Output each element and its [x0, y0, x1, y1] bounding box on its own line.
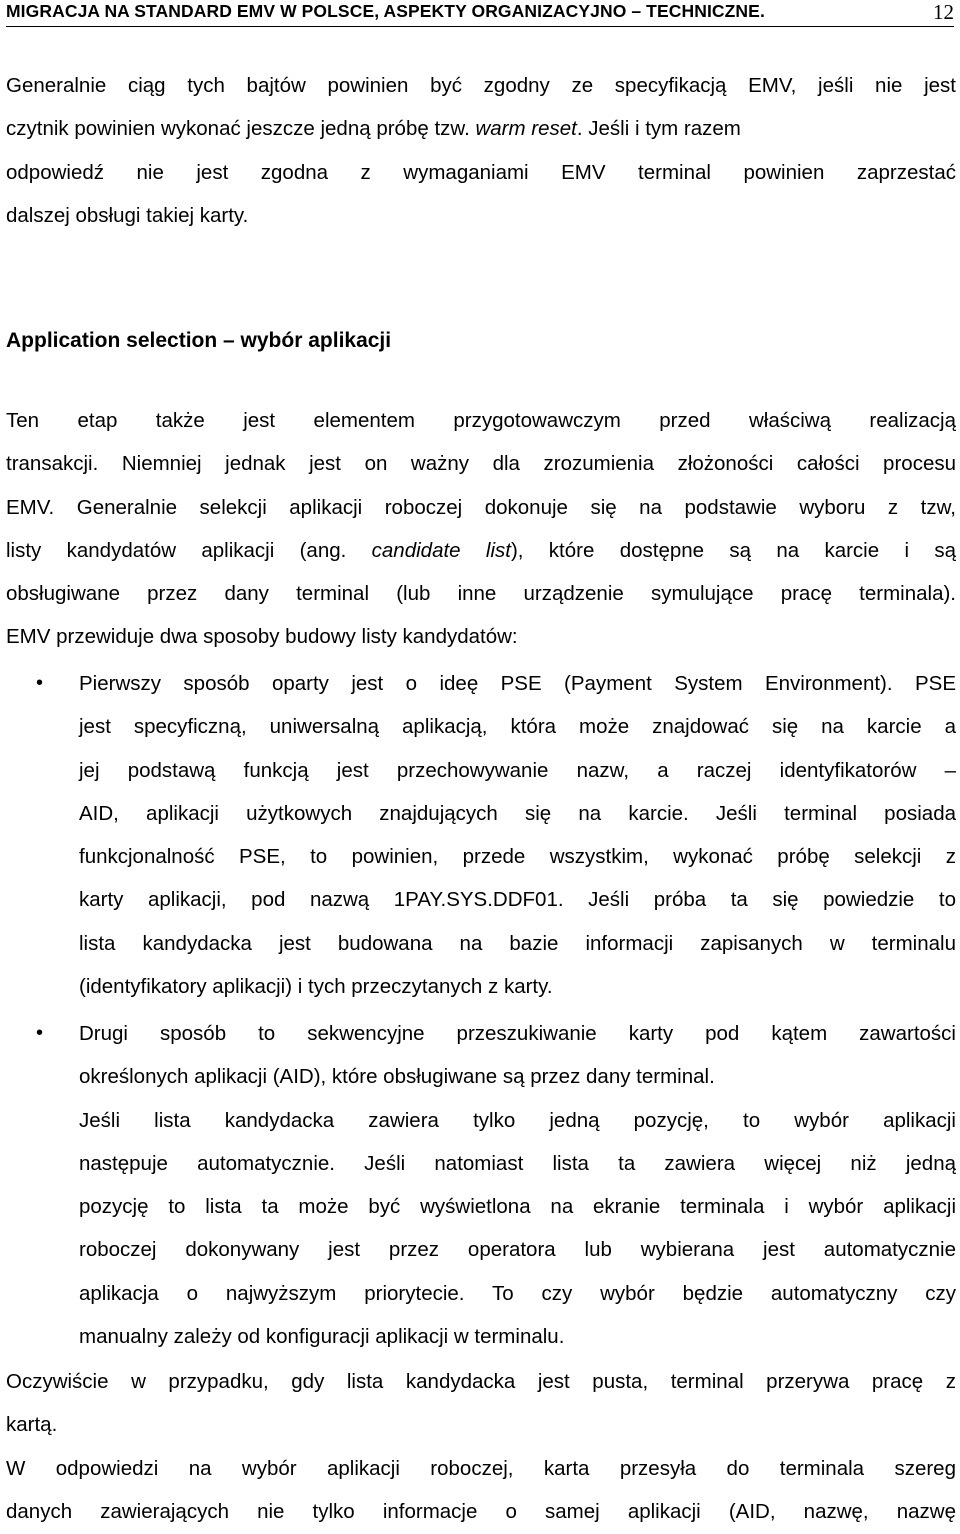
- text-line: [6, 107, 956, 150]
- text-line: transakcji. Niemniej jednak jest on ważny dla zrozumienia złożoności całości procesu: [6, 452, 956, 476]
- text-line: Oczywiście w przypadku, gdy lista kandydacka jest pusta, terminal przerywa pracę z: [6, 1370, 956, 1393]
- text-span: ), które dostępne są na karcie i są: [510, 538, 956, 562]
- text-line: manualny zależy od konfiguracji aplikacji w terminalu.: [79, 1325, 565, 1349]
- italic-term: candidate list: [371, 538, 511, 562]
- text-line: jej podstawą funkcją jest przechowywanie nazw, a raczej identyfikatorów –: [79, 758, 956, 782]
- text-line: AID, aplikacji użytkowych znajdujących się na karcie. Jeśli terminal posiada: [79, 801, 956, 825]
- text-line: EMV. Generalnie selekcji aplikacji roboczej dokonuje się na podstawie wyboru z tzw,: [6, 495, 956, 519]
- text-span: listy kandydatów aplikacji (ang.: [6, 538, 347, 562]
- text-span: . Jeśli i tym razem: [576, 117, 741, 141]
- text-line: aplikacja o najwyższym priorytecie. To czy wybór będzie automatyczny czy: [79, 1281, 956, 1305]
- text-line: Jeśli lista kandydacka zawiera tylko jedną pozycję, to wybór aplikacji: [79, 1108, 956, 1132]
- text-line: jest specyficzną, uniwersalną aplikacją, która może znajdować się na karcie a: [79, 715, 956, 739]
- intro-paragraph: [6, 64, 956, 237]
- italic-term: warm reset: [475, 117, 577, 141]
- text-line: dalszej obsługi takiej karty.: [6, 203, 249, 227]
- text-line: roboczej dokonywany jest przez operatora lub wybierana jest automatycznie: [79, 1238, 956, 1262]
- text-line: obsługiwane przez dany terminal (lub inne urządzenie symulujące pracę terminala).: [6, 582, 956, 606]
- header-title: MIGRACJA NA STANDARD EMV W POLSCE, ASPEKTY ORGANIZACYJNO – TECHNICZNE.: [6, 1, 765, 21]
- text-line: określonych aplikacji (AID), które obsługiwane są przez dany terminal.: [79, 1065, 715, 1089]
- text-line: odpowiedź nie jest zgodna z wymaganiami EMV terminal powinien zaprzestać: [6, 160, 956, 184]
- text-line: lista kandydacka jest budowana na bazie informacji zapisanych w terminalu: [79, 931, 956, 955]
- text-line: Generalnie ciąg tych bajtów powinien być zgodny ze specyfikacją EMV, jeśli nie jest: [6, 74, 956, 97]
- paragraph: [6, 1447, 956, 1534]
- text-line: funkcjonalność PSE, to powinien, przede wszystkim, wykonać próbę selekcji z: [79, 845, 956, 869]
- section-heading: Application selection – wybór aplikacji: [6, 329, 392, 352]
- list-item: [79, 1012, 956, 1358]
- text-line: [6, 529, 956, 572]
- text-line: EMV przewiduje dwa sposoby budowy listy kandydatów:: [6, 625, 518, 649]
- bullet-icon: •: [36, 1022, 44, 1044]
- text-line: karty aplikacji, pod nazwą 1PAY.SYS.DDF01. Jeśli próba ta się powiedzie to: [79, 888, 956, 912]
- text-line: danych zawierających nie tylko informacje o samej aplikacji (AID, nazwę, nazwę: [6, 1500, 956, 1524]
- paragraph: [6, 1360, 956, 1447]
- text-span: czytnik powinien wykonać jeszcze jedną próbę tzw.: [6, 117, 470, 141]
- text-line: kartą.: [6, 1413, 58, 1437]
- text-line: W odpowiedzi na wybór aplikacji roboczej, karta przesyła do terminala szereg: [6, 1457, 956, 1480]
- text-line: Drugi sposób to sekwencyjne przeszukiwanie karty pod kątem zawartości: [79, 1022, 956, 1045]
- text-line: pozycję to lista ta może być wyświetlona na ekranie terminala i wybór aplikacji: [79, 1195, 956, 1219]
- text-line: Ten etap także jest elementem przygotowawczym przed właściwą realizacją: [6, 409, 956, 432]
- text-line: Pierwszy sposób oparty jest o ideę PSE (Payment System Environment). PSE: [79, 672, 956, 695]
- bullet-icon: •: [36, 672, 44, 694]
- list-item: [79, 662, 956, 1008]
- text-line: (identyfikatory aplikacji) i tych przeczytanych z karty.: [79, 975, 553, 999]
- text-line: następuje automatycznie. Jeśli natomiast lista ta zawiera więcej niż jedną: [79, 1151, 956, 1175]
- page-number: 12: [933, 0, 954, 24]
- paragraph: [6, 399, 956, 659]
- page-header: [6, 0, 954, 27]
